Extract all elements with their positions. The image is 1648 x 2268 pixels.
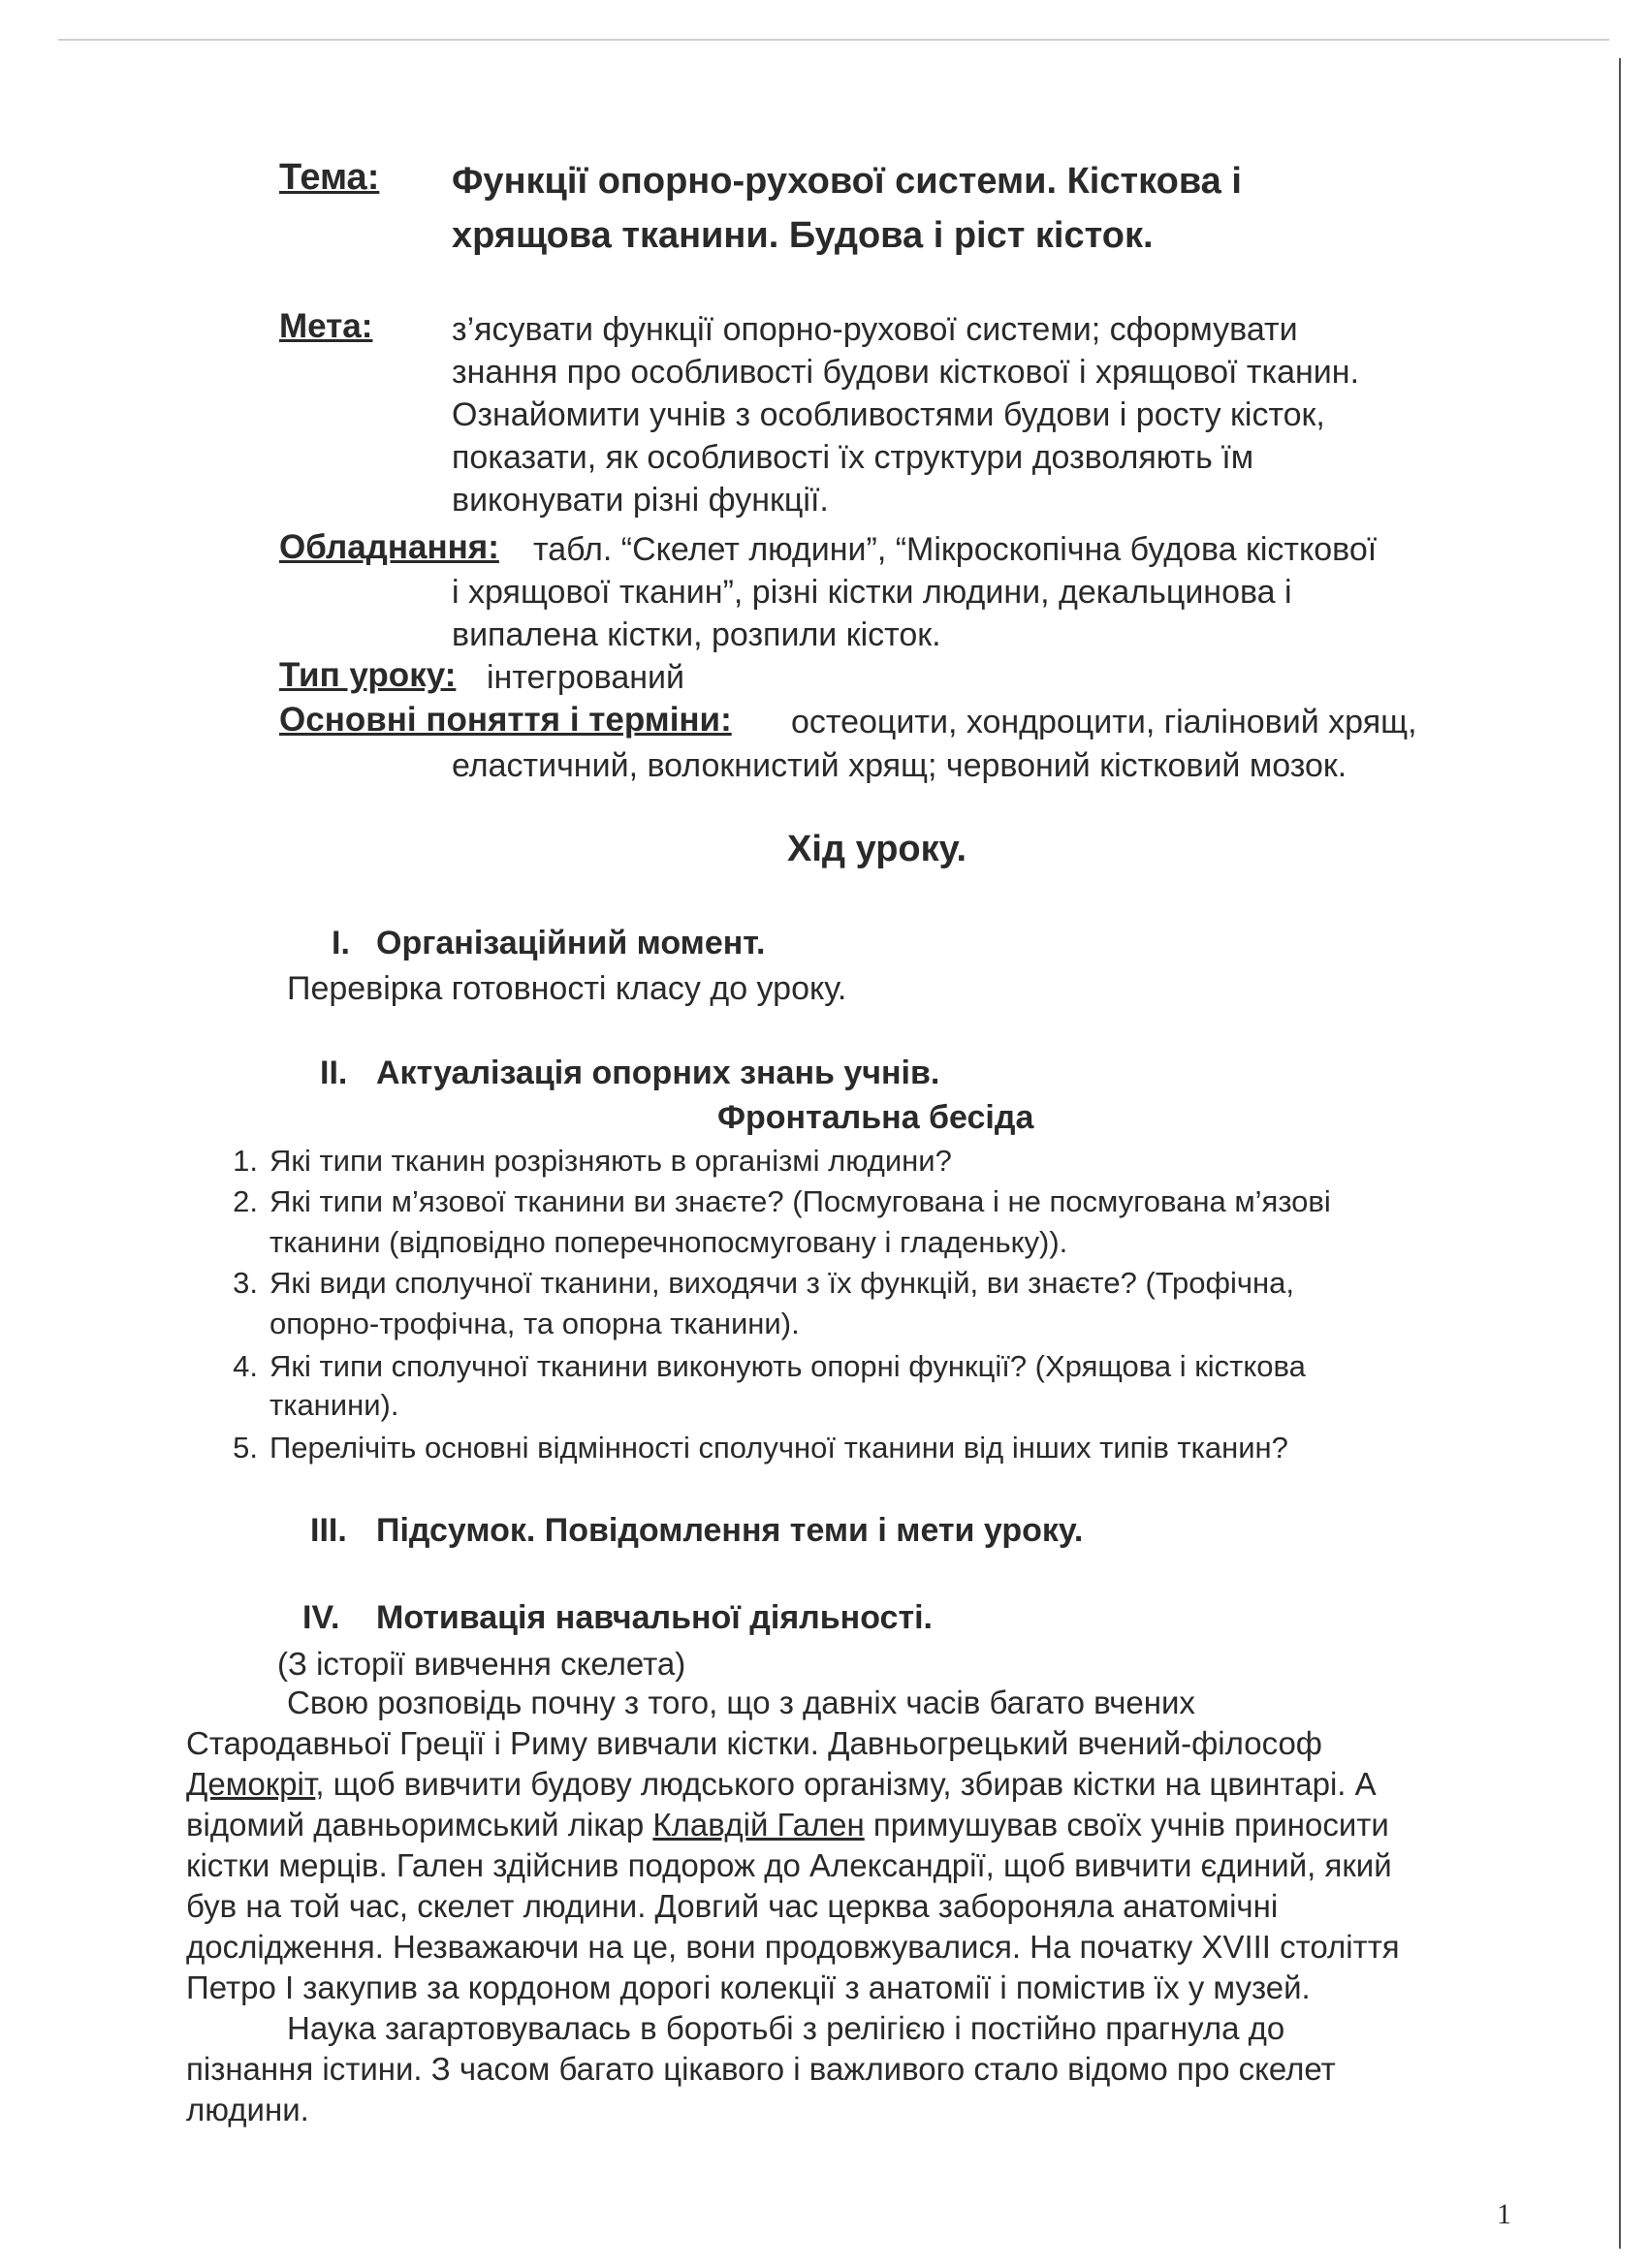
section-2-subtitle: Фронтальна бесіда xyxy=(717,1099,1034,1136)
terms-line-2: еластичний, волокнистий хрящ; червоний кістковий мозок. xyxy=(452,747,1347,784)
story-line: був на той час, скелет людини. Довгий час церква забороняла анатомічні xyxy=(186,1888,1279,1924)
story-line: пізнання істини. З часом багато цікавого і важливого стало відомо про скелет xyxy=(186,2051,1336,2087)
section-4-note: (З історії вивчення скелета) xyxy=(277,1646,686,1682)
section-1-title: Організаційний момент. xyxy=(376,925,766,961)
list-item-number: 3. xyxy=(233,1266,258,1300)
section-2-title: Актуалізація опорних знань учнів. xyxy=(376,1055,940,1091)
democritus-link[interactable]: Демокріт xyxy=(186,1766,316,1802)
terms-line-1: остеоцити, хондроцити, гіаліновий хрящ, xyxy=(791,704,1417,740)
list-item-text: Які типи м’язової тканини ви знаєте? (Посмугована і не посмугована м’язові xyxy=(269,1184,1331,1218)
story-line xyxy=(186,1805,1389,1845)
lesson-type-label: Тип уроку: xyxy=(279,656,457,694)
goal-line-2: знання про особливості будови кісткової і хрящової тканин. xyxy=(452,354,1360,391)
terms-label: Основні поняття і терміни: xyxy=(279,701,732,739)
lesson-type-value: інтегрований xyxy=(487,659,684,696)
scan-right-edge xyxy=(1619,58,1621,2249)
story-line: Свою розповідь почну з того, що з давніх часів багато вчених xyxy=(287,1685,1195,1720)
equipment-line-1: табл. “Скелет людини”, “Мікроскопічна будова кісткової xyxy=(533,531,1378,568)
section-4-title: Мотивація навчальної діяльності. xyxy=(376,1599,933,1636)
list-item-number: 4. xyxy=(233,1349,258,1383)
topic-line-2: хрящова тканини. Будова і ріст кісток. xyxy=(452,215,1154,256)
topic-label: Тема: xyxy=(279,157,380,198)
story-line: Стародавньої Греції і Риму вивчали кістки. Давньогрецький вчений-філософ xyxy=(186,1725,1322,1761)
list-item-text: тканини). xyxy=(269,1388,399,1422)
galen-link[interactable]: Клавдій Гален xyxy=(652,1807,865,1843)
page-number: 1 xyxy=(1497,2198,1511,2230)
story-line: Петро I закупив за кордоном дорогі колекції з анатомії і помістив їх у музей. xyxy=(186,1969,1311,2005)
section-1-number: I. xyxy=(332,925,350,961)
list-item-number: 2. xyxy=(233,1184,258,1218)
list-item-number: 1. xyxy=(233,1144,258,1178)
list-item-text: Які типи сполучної тканини виконують опорні функції? (Хрящова і кісткова xyxy=(269,1349,1306,1383)
goal-line-1: з’ясувати функції опорно-рухової системи; сформувати xyxy=(452,311,1298,348)
story-text: примушував своїх учнів приносити xyxy=(864,1807,1389,1843)
equipment-line-3: випалена кістки, розпили кісток. xyxy=(452,616,941,653)
course-title: Хід уроку. xyxy=(787,829,967,869)
section-3-title: Підсумок. Повідомлення теми і мети уроку. xyxy=(376,1512,1084,1549)
story-line: людини. xyxy=(186,2092,309,2127)
story-text: відомий давньоримський лікар xyxy=(186,1807,653,1843)
topic-line-1: Функції опорно-рухової системи. Кісткова і xyxy=(452,161,1242,202)
section-1-text: Перевірка готовності класу до уроку. xyxy=(287,970,847,1007)
goal-line-5: виконувати різні функції. xyxy=(452,482,829,519)
section-3-number: III. xyxy=(310,1512,347,1549)
story-line xyxy=(186,1764,1377,1805)
goal-line-4: показати, як особливості їх структури дозволяють їм xyxy=(452,439,1254,476)
list-item-text: Перелічіть основні відмінності сполучної тканини від інших типів тканин? xyxy=(269,1431,1288,1465)
list-item-text: Які види сполучної тканини, виходячи з їх функцій, ви знаєте? (Трофічна, xyxy=(269,1266,1294,1300)
section-4-number: IV. xyxy=(302,1599,340,1636)
equipment-line-2: і хрящової тканин”, різні кістки людини, декальцинова і xyxy=(452,574,1292,611)
story-line: кістки мерців. Гален здійснив подорож до Александрії, щоб вивчити єдиний, який xyxy=(186,1847,1392,1883)
list-item-text: Які типи тканин розрізняють в організмі людини? xyxy=(269,1144,952,1178)
list-item-text: тканини (відповідно поперечнопосмуговану і гладеньку)). xyxy=(269,1225,1068,1259)
story-line: Наука загартовувалась в боротьбі з релігією і постійно прагнула до xyxy=(287,2010,1285,2046)
list-item-number: 5. xyxy=(233,1431,258,1465)
equipment-label: Обладнання: xyxy=(279,528,499,566)
section-2-number: II. xyxy=(320,1055,348,1091)
goal-line-3: Ознайомити учнів з особливостями будови і росту кісток, xyxy=(452,396,1325,433)
list-item-text: опорно-трофічна, та опорна тканини). xyxy=(269,1307,800,1340)
scan-top-edge xyxy=(58,39,1609,41)
story-text: , щоб вивчити будову людського організму, збирав кістки на цвинтарі. А xyxy=(315,1766,1377,1802)
story-line: дослідження. Незважаючи на це, вони продовжувалися. На початку XVIII століття xyxy=(186,1929,1400,1965)
goal-label: Мета: xyxy=(279,307,373,345)
